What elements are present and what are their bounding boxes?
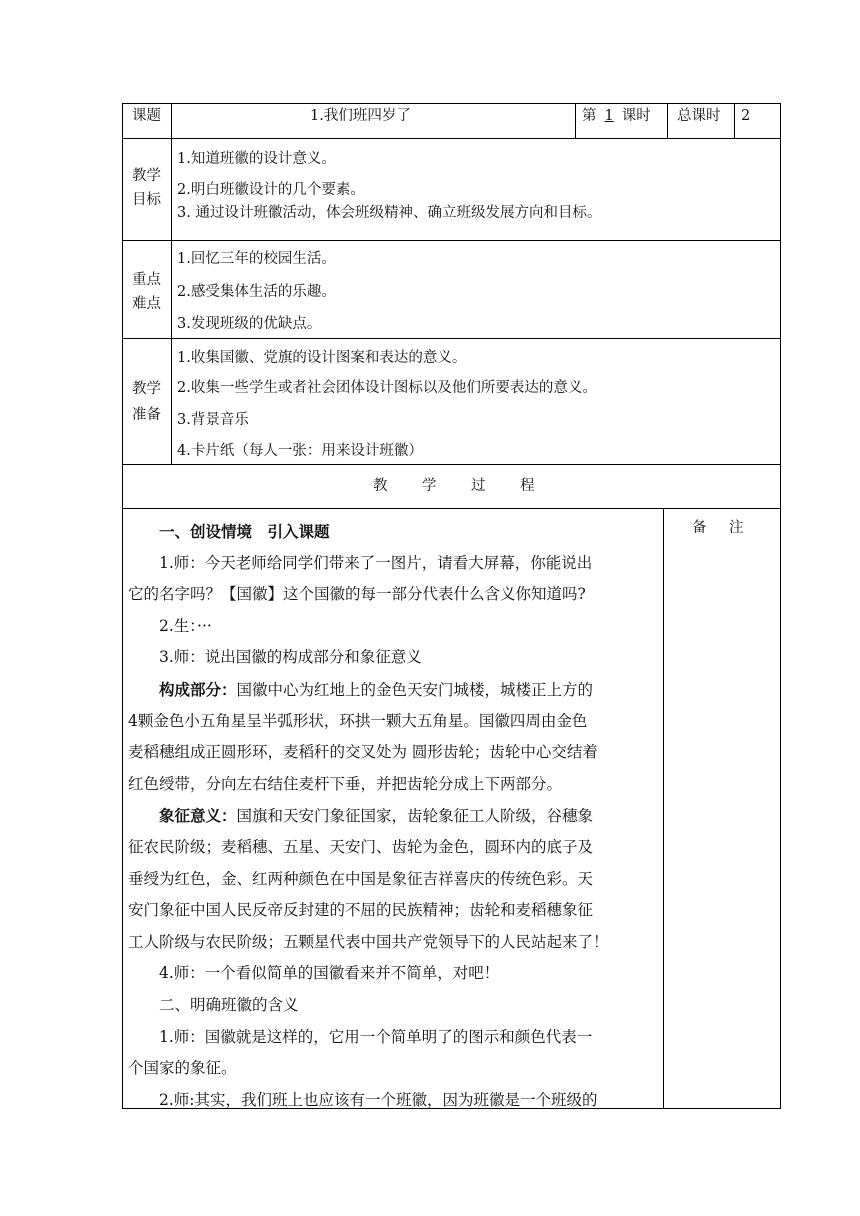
objective-item: 1.知道班徽的设计意义。 xyxy=(177,151,336,167)
process-line: 4.师：一个看似简单的国徽看来并不简单，对吧！ xyxy=(159,964,500,983)
preparation-label-line2: 准备 xyxy=(132,407,161,423)
process-line: 2.生：··· xyxy=(159,616,212,635)
process-line: 2.师:其实，我们班上也应该有一个班徽，因为班徽是一个班级的 xyxy=(159,1090,598,1109)
process-line: 征农民阶级；麦稻穗、五星、天安门、齿轮为金色，圆环内的底子及 xyxy=(128,837,594,856)
header-total-value-rule xyxy=(734,103,735,139)
total-lessons-value: 2 xyxy=(741,108,751,124)
total-lessons-label: 总课时 xyxy=(677,108,721,124)
objective-item: 3. 通过设计班徽活动，体会班级精神、确立班级发展方向和目标。 xyxy=(177,205,602,221)
objective-item: 2.明白班徽设计的几个要素。 xyxy=(177,182,365,198)
objectives-label-line2: 目标 xyxy=(132,192,161,208)
table-border-top xyxy=(122,103,781,104)
composition-text: 国徽中心为红地上的金色天安门城楼，城楼正上方的 xyxy=(236,680,594,699)
process-line: 工人阶级与农民阶级；五颗星代表中国共产党领导下的人民站起来了！ xyxy=(128,932,609,951)
process-line: 3.师：说出国徽的构成部分和象征意义 xyxy=(159,648,422,667)
notes-label: 备 注 xyxy=(692,520,748,536)
process-line xyxy=(128,674,654,706)
lesson-prefix: 第 xyxy=(582,108,597,124)
keypoint-item: 3.发现班级的优缺点。 xyxy=(177,316,322,332)
process-line xyxy=(128,800,654,832)
process-line xyxy=(128,516,654,548)
table-rule-process-heading xyxy=(122,464,781,465)
table-rule-process-body xyxy=(122,508,781,509)
table-rule-objectives xyxy=(122,138,781,139)
process-line: 1.师：国徽就是这样的，它用一个简单明了的图示和颜色代表一 xyxy=(159,1027,593,1046)
process-line: 个国家的象征。 xyxy=(128,1059,237,1078)
table-label-column-rule xyxy=(171,103,172,465)
keypoints-label-line1: 重点 xyxy=(132,272,161,288)
process-line: 垂绶为红色，金、红两种颜色在中国是象征吉祥喜庆的传统色彩。天 xyxy=(128,869,594,888)
process-line: 安门象征中国人民反帝反封建的不屈的民族精神；齿轮和麦稻穗象征 xyxy=(128,901,594,920)
preparation-label-line1: 教学 xyxy=(132,381,161,397)
keypoint-item: 1.回忆三年的校园生活。 xyxy=(177,251,336,267)
topic-title: 1.我们班四岁了 xyxy=(310,108,411,124)
header-lesson-rule xyxy=(575,103,576,139)
process-heading: 教 学 过 程 xyxy=(373,478,545,494)
topic-label: 课题 xyxy=(132,108,161,124)
notes-column-rule xyxy=(663,508,664,1109)
process-line: 红色绶带，分向左右结住麦杆下垂，并把齿轮分成上下两部分。 xyxy=(128,774,563,793)
objectives-label-line1: 教学 xyxy=(132,168,161,184)
lesson-number-cell xyxy=(582,106,651,126)
table-rule-keypoints xyxy=(122,240,781,241)
lesson-suffix: 课时 xyxy=(621,108,651,124)
keypoint-item: 2.感受集体生活的乐趣。 xyxy=(177,284,336,300)
process-line: 它的名字吗？【国徽】这个国徽的每一部分代表什么含义你知道吗? xyxy=(128,585,586,604)
symbolism-text: 国旗和天安门象征国家，齿轮象征工人阶级，谷穗象 xyxy=(236,807,594,826)
section-heading: 一、创设情境 引入课题 xyxy=(159,522,330,541)
composition-term: 构成部分： xyxy=(159,679,237,699)
symbolism-term: 象征意义： xyxy=(159,806,237,826)
process-line: 1.师：今天老师给同学们带来了一图片，请看大屏幕，你能说出 xyxy=(159,553,593,572)
process-body xyxy=(128,516,654,1116)
lesson-number: 1 xyxy=(604,108,614,124)
table-border-right xyxy=(780,103,781,1109)
table-rule-preparation xyxy=(122,338,781,339)
process-line: 4颗金色小五角星呈半弧形状，环拱一颗大五角星。国徽四周由金色 xyxy=(128,711,588,730)
process-line: 二、明确班徽的含义 xyxy=(159,995,299,1014)
keypoints-label-line2: 难点 xyxy=(132,296,161,312)
preparation-item: 3.背景音乐 xyxy=(177,412,249,428)
preparation-item: 1.收集国徽、党旗的设计图案和表达的意义。 xyxy=(177,350,467,366)
preparation-item: 2.收集一些学生或者社会团体设计图标以及他们所要表达的意义。 xyxy=(177,380,597,396)
preparation-item: 4.卡片纸（每人一张：用来设计班徽） xyxy=(177,443,423,459)
header-total-rule xyxy=(667,103,668,139)
process-line: 麦稻穗组成正圆形环，麦稻秆的交叉处为 圆形齿轮；齿轮中心交结着 xyxy=(128,743,598,762)
table-border-left xyxy=(122,103,123,1109)
